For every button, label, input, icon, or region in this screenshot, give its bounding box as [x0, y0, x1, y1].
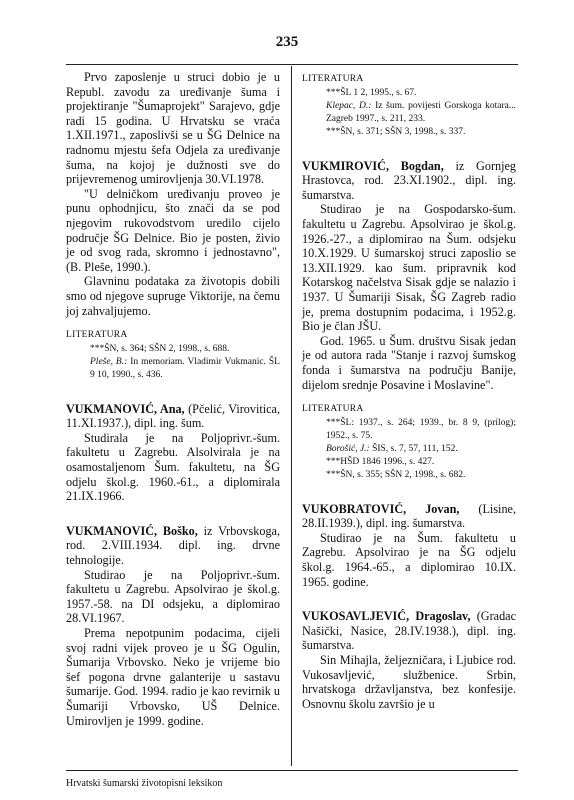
top-rule — [66, 64, 518, 65]
literature-author: Borošić, J.: — [326, 443, 370, 454]
entry-meta: (Gradac Našički, Nasice, 28.IV.1938.), dipl. ing. šumarstva. — [302, 609, 516, 653]
entry-vukmirovic-bogdan — [302, 159, 516, 482]
entry-paragraph: Studirao je na Poljoprivr.-šum. fakultetu u Zagrebu. Apsolvirao je škol.g. 1957.-58. na DI odsjeku, a diplomirao 28.VI.1967. — [66, 567, 280, 626]
entry-paragraph: Sin Mihajla, željezničara, i Ljubice rod. Vukosavljević, službenice. Srbin, hrvatskoga državljanstva, bez konfesije. Osnovnu školu završio je u — [302, 653, 516, 711]
entry-paragraph: God. 1965. u Šum. društvu Sisak jedan je od autora rada "Stanje i razvoj šumskog fonda i šumarstva na području Banije, dijelom srednje Posavine i Moslavine". — [302, 333, 516, 392]
intro-paragraph-2: "U delničkom uređivanju proveo je punu ophodnjicu, što znači da se pod njegovim rukovodstvom uredilo cijelo područje ŠG Delnice. Bio je posten, živio je od svog rada, skromno i jednostavno", (B. Pleše, 1990.). — [66, 186, 280, 274]
right-column — [302, 70, 516, 711]
literature-item: ***ŠL 1 2, 1995., s. 67. — [326, 87, 417, 98]
intro-paragraph-1: Prvo zaposlenje u struci dobio je u Republ. zavodu za uređivanje šuma i projektiranje "Šumaprojekt" Sarajevo, gdje radi 15 godina. U Hrvatsku se vraća 1.XII.1971., zaposlivši se u ŠG Delnice na radnomu mjestu šefa Odjela za uređivanje šuma, na kojoj je dužnosti sve do prijevremenog umirovljenja 30.VI.1978. — [66, 70, 280, 187]
literature-text: In memoriam. Vladimir Vukmanic. ŠL 9 10, 1990., s. 436. — [90, 356, 280, 380]
intro-paragraph-3: Glavninu podataka za životopis dobili smo od njegove supruge Viktorije, na čemu joj zahvaljujemo. — [66, 274, 280, 318]
literature-item: ***HŠD 1846 1996., s. 427. — [326, 456, 435, 467]
bottom-rule — [66, 770, 518, 771]
literature-item — [302, 100, 516, 126]
literature-item: ***ŠN, s. 355; SŠN 2, 1998., s. 682. — [326, 469, 466, 480]
entry-header — [66, 402, 280, 431]
entry-vukobratovic-jovan — [302, 502, 516, 590]
entry-meta: iz Gornjeg Hrastovca, rod. 23.XI.1902., dipl. ing. šumarstva. — [302, 158, 516, 202]
entry-vukosavljevic-dragoslav — [302, 609, 516, 711]
literature-item: ***ŠN, s. 364; SŠN 2, 1998., s. 688. — [90, 343, 230, 354]
page-number: 235 — [275, 34, 299, 50]
literature-heading: LITERATURA — [66, 330, 128, 341]
literature-item — [302, 443, 516, 456]
entry-paragraph: Prema nepotpunim podacima, cijeli svoj radni vijek proveo je u ŠG Ogulin, Šumarija Vrbovsko. Neko je vrijeme bio šef pogona drvne galanterije u sastavu šumarije. God. 1994. radio je kao revirnik u Šumariji Vrbovsko, UŠ Delnice. Umirovljen je 1999. godine. — [66, 626, 280, 728]
column-divider — [291, 66, 292, 766]
entry-paragraph: Studirao je na Šum. fakultetu u Zagrebu. Apsolvirao je na ŠG odjelu škol.g. 1964.-65., a diplomirao 10.IX. 1965. godine. — [302, 530, 516, 589]
entry-header — [302, 609, 516, 653]
entry-name: VUKMANOVIĆ, Boško, — [66, 523, 198, 538]
entry-paragraph: Studirala je na Poljoprivr.-šum. fakultetu u Zagrebu. Alsolvirala je na osamostaljenom Šum. fakultetu, na ŠG odjelu škol.g. 1960.-61., a diplomirala 21.IX.1966. — [66, 430, 280, 504]
literature-item: ***ŠN, s. 371; SŠN 3, 1998., s. 337. — [326, 126, 466, 137]
entry-header — [66, 524, 280, 568]
literature-heading: LITERATURA — [302, 404, 364, 415]
literature-author: Klepac, D.: — [326, 100, 372, 111]
entry-meta: (Pčelić, Virovitica, 11.XI.1937.), dipl. ing. šum. — [66, 401, 280, 431]
entry-name: VUKMANOVIĆ, Ana, — [66, 401, 185, 416]
entry-name: VUKMIROVIĆ, Bogdan, — [302, 158, 444, 173]
entry-meta: iz Vrbovskoga, rod. 2.VIII.1934. dipl. ing. drvne tehnologije. — [66, 523, 280, 568]
literature-item: ***ŠL: 1937., s. 264; 1939., br. 8 9, (prilog); 1952., s. 75. — [326, 417, 516, 441]
entry-name: VUKOBRATOVIĆ, Jovan, — [302, 501, 460, 516]
entry-name: VUKOSAVLJEVIĆ, Dragoslav, — [302, 609, 471, 624]
literature-text: ŠIS, s. 7, 57, 111, 152. — [369, 443, 458, 454]
entry-header — [302, 502, 516, 531]
entry-vukmanovic-ana — [66, 402, 280, 504]
entry-header — [302, 159, 516, 203]
entry-vukmanovic-bosko — [66, 524, 280, 728]
literature-text: Iz šum. povijesti Gorskoga kotara... Zagreb 1997., s. 211, 233. — [326, 100, 516, 124]
footer-title: Hrvatski šumarski životopisni leksikon — [66, 778, 223, 789]
literature-item — [66, 356, 280, 382]
entry-meta: (Lisine, 28.II.1939.), dipl. ing. šumarstva. — [302, 501, 516, 531]
literature-author: Pleše, B.: — [90, 356, 128, 367]
literature-heading: LITERATURA — [302, 74, 364, 84]
entry-paragraph: Studirao je na Gospodarsko-šum. fakultetu u Zagrebu. Apsolvirao je škol.g. 1926.-27., a diplomirao na Šum. odsjeku 10.X.1929. U šumarskoj struci zaposlio se 13.XII.1929. kao šum. pripravnik kod Kotarskog načelstva Sisak gdje se nalazio i 1937. U Šumariji Sisak, ŠG Zagreb radio je, prema dostupnim podacima, i 1952.g. Bio je član JŠU. — [302, 202, 516, 334]
left-column — [66, 70, 280, 728]
